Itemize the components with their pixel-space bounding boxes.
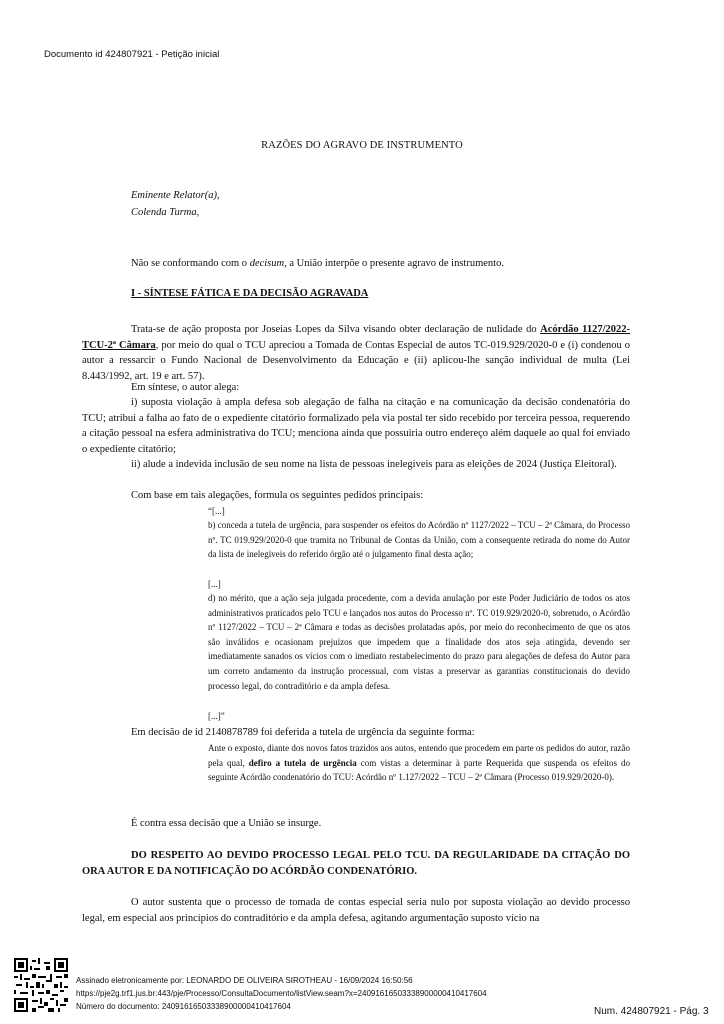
paragraph-com-base: Com base em tais alegações, formula os seguintes pedidos principais: [131,490,424,501]
intro-paragraph: Não se conformando com o decisum, a União interpõe o presente agravo de instrumento. [131,258,504,269]
paragraph-insurge: É contra essa decisão que a União se insurge. [131,818,322,829]
page-title: RAZÕES DO AGRAVO DE INSTRUMENTO [261,140,463,151]
qr-code [14,958,68,1012]
page-number: Num. 424807921 - Pág. 3 [594,1006,709,1017]
section-heading-sintese: I - SÍNTESE FÁTICA E DA DECISÃO AGRAVADA [131,288,369,299]
quote-item-d: d) no mérito, que a ação seja julgada procedente, com a devida anulação por este Poder Judiciário de todos os atos administrativos praticados pelo TCU e lançados nos autos do Processo nº. TC 019.929/2020-0, sobretudo, o Acórdão nº 1127/2022 – TCU – 2ª Câmara e todas as decisões prolatadas após, por meio do reconhecimento de que os atos são inválidos e ocasionam prejuízos que impedem que a finalidade dos atos seja atingida, devendo ser imediatamente sanados os vícios com o imediato restabelecimento do prazo para alegações de defesa do Autor para um correto andamento da instrução processual, com vistas a preservar as garantias constitucionais do devido processo legal, do contraditório e da ampla defesa. [208,593,630,691]
salutation-relator: Eminente Relator(a), [131,190,220,201]
quote-ellipsis: [...] [208,579,221,589]
quote-close: [...]” [208,711,225,721]
footer-url[interactable]: https://pje2g.trf1.jus.br:443/pje/Processo/ConsultaDocumento/listView.seam?x=24091616503338900000410417604 [76,989,487,998]
footer-signature: Assinado eletronicamente por: LEONARDO DE OLIVEIRA SIROTHEAU - 16/09/2024 16:50:56 [76,976,413,985]
paragraph-autor-sustenta: O autor sustenta que o processo de tomada de contas especial seria nulo por suposta violação ao devido processo legal, em especial aos princípios do contraditório e da ampla defesa, agitando argumentação suposto vício na [82,897,630,924]
quote-item-b: b) conceda a tutela de urgência, para suspender os efeitos do Acórdão nº 1127/2022 – TCU – 2ª Câmara, do Processo nº. TC 019.929/2020-0 que tramita no Tribunal de Contas da União, com a consequente retirada do nome do Autor da lista de inelegíveis do referido órgão até o julgamento final desta ação; [208,520,630,560]
paragraph-em-sintese: Em síntese, o autor alega: [131,382,240,393]
quote-decision: Ante o exposto, diante dos novos fatos trazidos aos autos, entendo que procedem em parte os pedidos do autor, razão pela qual, defiro a tutela de urgência com vistas a determinar à parte Requerida que suspenda os efeitos do seguinte Acórdão condenatório do TCU: Acórdão nº 1.127/2022 – TCU – 2ª Câmara (Processo 019.929/2020-0). [208,743,630,783]
paragraph-item-ii: ii) alude a indevida inclusão de seu nome na lista de pessoas inelegíveis para as eleições de 2024 (Justiça Eleitoral). [131,459,617,470]
salutation-turma: Colenda Turma, [131,207,200,218]
quote-open: “[...] [208,506,225,516]
paragraph-em-decisao: Em decisão de id 2140878789 foi deferida a tutela de urgência da seguinte forma: [131,727,475,738]
footer-document-number: Número do documento: 24091616503338900000410417604 [76,1002,291,1011]
paragraph-trata-se: Trata-se de ação proposta por Joseias Lopes da Silva visando obter declaração de nulidade do Acórdão 1127/2022-TCU-2ª Câmara, por meio do qual o TCU apreciou a Tomada de Contas Especial de autos TC-019.929/2020-0 e (i) condenou o autor a ressarcir o Fundo Nacional de Desenvolvimento da Educação e (ii) aplicou-lhe sanção individual de multa (Lei 8.443/1992, art. 19 e art. 57). [82,324,631,382]
section-heading-processo-legal: DO RESPEITO AO DEVIDO PROCESSO LEGAL PELO TCU. DA REGULARIDADE DA CITAÇÃO DO ORA AUTOR E DA NOTIFICAÇÃO DO ACÓRDÃO CONDENATÓRIO. [82,850,630,877]
document-id-header: Documento id 424807921 - Petição inicial [44,49,220,60]
paragraph-item-i: i) suposta violação à ampla defesa sob alegação de falha na citação e na comunicação da decisão condenatória do TCU; atribui a falha ao fato de o expediente citatório formalizado pela via postal ter sido recebido por terceira pessoa, requerendo a citação pessoal na esfera administrativa do TCU; menciona ainda que possuiria outro endereço além daquele ao qual foi enviado o expediente citatório; [82,397,630,455]
